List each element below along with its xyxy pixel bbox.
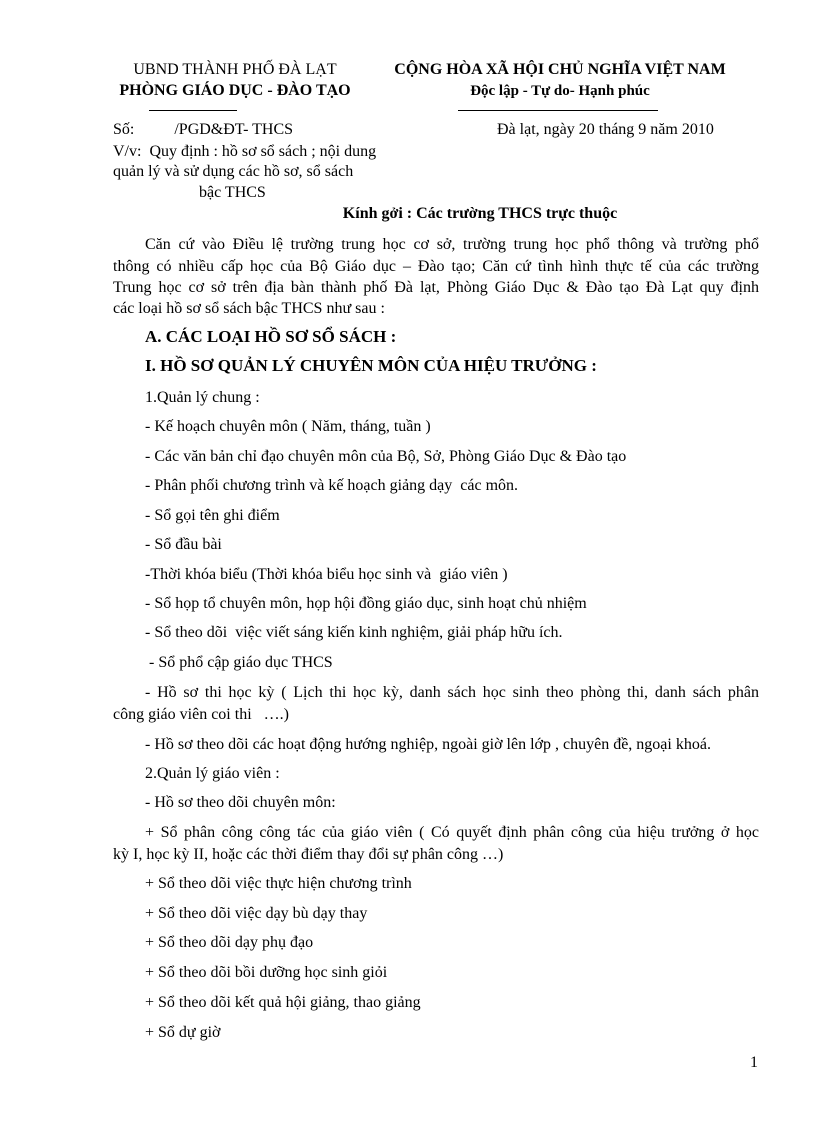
list-item: công giáo viên coi thi ….): [113, 706, 289, 723]
list-item: + Sổ phân công công tác của giáo viên ( Có quyết định phân công của hiệu trưởng ở học: [145, 824, 759, 841]
section-heading-a: A. CÁC LOẠI HỒ SƠ SỔ SÁCH :: [145, 327, 397, 346]
department-name: PHÒNG GIÁO DỤC - ĐÀO TẠO: [119, 82, 351, 99]
divider: [149, 110, 237, 111]
page-number: 1: [750, 1054, 758, 1071]
document-number: Số: /PGD&ĐT- THCS: [113, 121, 294, 138]
list-item: + Sổ theo dõi việc dạy bù dạy thay: [145, 905, 368, 922]
list-item: - Sổ đầu bài: [145, 536, 222, 553]
list-item: - Hồ sơ theo dõi các hoạt động hướng nghiệp, ngoài giờ lên lớp , chuyên đề, ngoại khoá.: [145, 736, 711, 753]
subject-line: bậc THCS: [199, 184, 266, 201]
national-motto: Độc lập - Tự do- Hạnh phúc: [470, 83, 650, 99]
list-item: kỳ I, học kỳ II, hoặc các thời điểm thay đổi sự phân công …): [113, 846, 504, 863]
list-item: + Sổ theo dõi dạy phụ đạo: [145, 934, 314, 951]
subject-line: quản lý và sử dụng các hồ sơ, sổ sách: [113, 163, 354, 180]
divider: [458, 110, 658, 111]
list-item: + Sổ theo dõi việc thực hiện chương trình: [145, 875, 412, 892]
paragraph-line: thông có nhiều cấp học của Bộ Giáo dục – Đào tạo; Căn cứ tình hình thực tế của các trường: [113, 258, 759, 275]
subject-line: V/v: Quy định : hồ sơ sổ sách ; nội dung: [113, 143, 377, 160]
paragraph-line: Trung học cơ sở trên địa bàn thành phố Đà lạt, Phòng Giáo Dục & Đào tạo Đà Lạt quy định: [113, 279, 759, 296]
list-item: - Sổ phổ cập giáo dục THCS: [145, 654, 333, 671]
paragraph-line: Căn cứ vào Điều lệ trường trung học cơ sở, trường trung học phổ thông và trường phổ: [145, 236, 759, 253]
paragraph-line: các loại hồ sơ sổ sách bậc THCS như sau :: [113, 300, 385, 317]
list-item: 1.Quản lý chung :: [145, 389, 260, 406]
authority-name: UBND THÀNH PHỐ ĐÀ LẠT: [133, 61, 337, 78]
recipient: Kính gởi : Các trường THCS trực thuộc: [342, 205, 618, 222]
section-heading-i: I. HỒ SƠ QUẢN LÝ CHUYÊN MÔN CỦA HIỆU TRƯỞNG :: [145, 356, 597, 375]
list-item: + Sổ dự giờ: [145, 1024, 221, 1041]
list-item: 2.Quản lý giáo viên :: [145, 765, 280, 782]
list-item: - Hồ sơ theo dõi chuyên môn:: [145, 794, 336, 811]
list-item: - Sổ gọi tên ghi điểm: [145, 507, 280, 524]
list-item: - Sổ họp tổ chuyên môn, họp hội đồng giáo dục, sinh hoạt chủ nhiệm: [145, 595, 587, 612]
national-title: CỘNG HÒA XÃ HỘI CHỦ NGHĨA VIỆT NAM: [394, 61, 726, 78]
list-item: - Sổ theo dõi việc viết sáng kiến kinh nghiệm, giải pháp hữu ích.: [145, 624, 563, 641]
document-date: Đà lạt, ngày 20 tháng 9 năm 2010: [497, 121, 714, 138]
list-item: - Hồ sơ thi học kỳ ( Lịch thi học kỳ, danh sách học sinh theo phòng thi, danh sách phân: [145, 684, 759, 701]
list-item: + Sổ theo dõi bồi dưỡng học sinh giỏi: [145, 964, 388, 981]
list-item: - Phân phối chương trình và kế hoạch giảng dạy các môn.: [145, 477, 519, 494]
list-item: + Sổ theo dõi kết quả hội giảng, thao giảng: [145, 994, 421, 1011]
list-item: -Thời khóa biểu (Thời khóa biểu học sinh và giáo viên ): [145, 566, 508, 583]
list-item: - Các văn bản chỉ đạo chuyên môn của Bộ, Sở, Phòng Giáo Dục & Đào tạo: [145, 448, 627, 465]
list-item: - Kế hoạch chuyên môn ( Năm, tháng, tuần ): [145, 418, 431, 435]
